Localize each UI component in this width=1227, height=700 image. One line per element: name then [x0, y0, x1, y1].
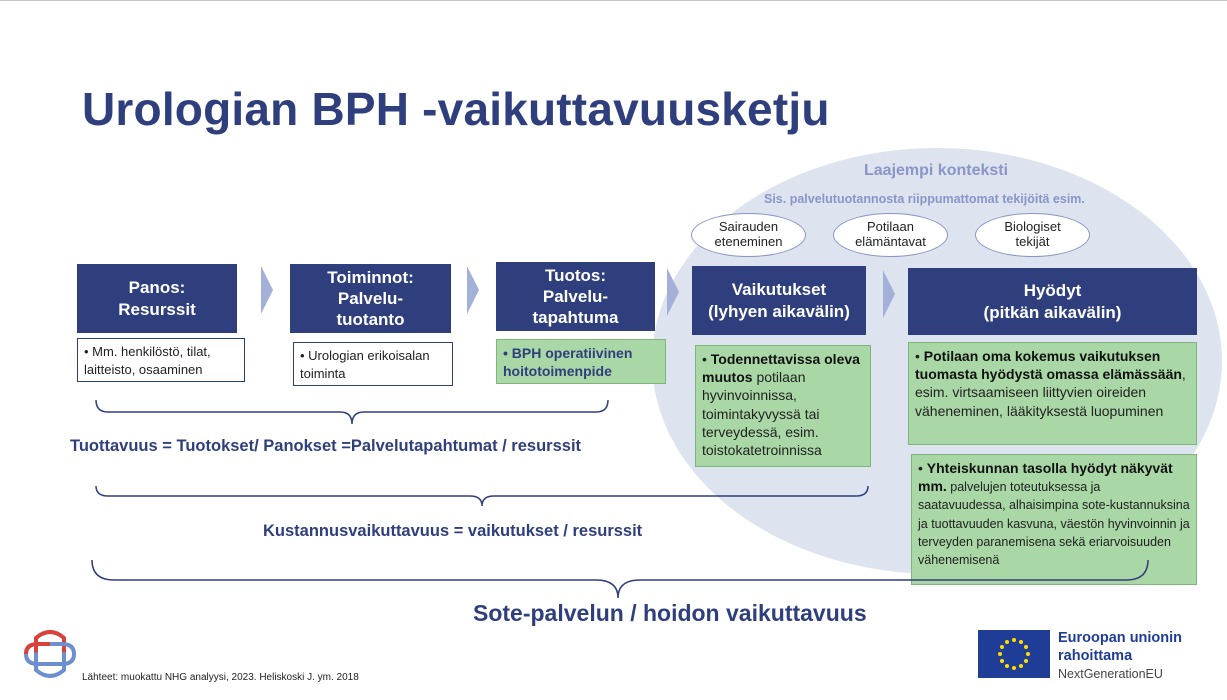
detail-activities	[293, 342, 453, 386]
context-subtitle: Sis. palvelutuotannosta riippumattomat tekijöitä esim.	[764, 192, 1085, 206]
page-title: Urologian BPH -vaikuttavuusketju	[82, 83, 830, 135]
detail-output-text: BPH operatiivinen hoitotoimenpide	[503, 345, 633, 380]
chevron-arrow-icon	[883, 270, 895, 318]
step-header-activities: Toiminnot: Palvelu- tuotanto	[290, 264, 451, 333]
bullet-icon: •	[702, 351, 711, 367]
bullet-icon: •	[503, 345, 512, 361]
brace-productivity	[94, 398, 610, 428]
pill-patient-lifestyle: Potilaan elämäntavat	[833, 213, 948, 257]
eu-nextgeneration: NextGenerationEU	[1058, 667, 1163, 681]
chevron-arrow-icon	[667, 268, 679, 316]
detail-activities-text: Urologian erikoisalan toiminta	[300, 348, 430, 381]
top-divider	[0, 0, 1227, 1]
bullet-icon: •	[84, 344, 93, 359]
detail-benefits	[908, 342, 1197, 445]
eu-funding-text	[1058, 629, 1182, 665]
pill-disease-progression: Sairauden eteneminen	[691, 213, 806, 257]
step-header-input: Panos: Resurssit	[77, 264, 237, 333]
detail-input-text: Mm. henkilöstö, tilat, laitteisto, osaaminen	[84, 344, 211, 377]
chevron-arrow-icon	[467, 266, 479, 314]
organization-logo-icon	[22, 626, 78, 682]
detail-society-text: palvelujen toteutuksessa ja saatavuudessa, alhaisimpina sote-kustannuksina ja tuottavuuden kasvuna, väestön hyvinvoinnin ja terveyden paranemisena sekä eriarvoisuuden vähenemisenä	[918, 480, 1190, 568]
detail-input	[77, 338, 245, 382]
formula-overall: Sote-palvelun / hoidon vaikuttavuus	[473, 600, 867, 626]
eu-line2: rahoittama	[1058, 648, 1133, 665]
detail-society-bold: Yhteiskunnan tasolla hyödyt näkyvät mm.	[918, 460, 1173, 495]
brace-cost-effectiveness	[94, 484, 870, 510]
detail-output	[496, 339, 666, 384]
eu-flag-icon	[978, 630, 1050, 678]
detail-benefits-text: , esim. virtsaamiseen liittyvien oireiden väheneminen, lääkityksestä luopuminen	[915, 366, 1186, 419]
eu-line1: Euroopan unionin	[1058, 630, 1183, 646]
detail-outcomes-text: potilaan hyvinvoinnissa, toimintakyvyssä tai terveydessä, esim. toistokatetroinnissa	[702, 369, 822, 458]
source-note: Lähteet: muokattu NHG analyysi, 2023. Heliskoski J. ym. 2018	[82, 672, 359, 683]
bullet-icon: •	[300, 348, 309, 363]
formula-cost-effectiveness: Kustannusvaikuttavuus = vaikutukset / resurssit	[263, 522, 643, 540]
detail-benefits-bold: Potilaan oma kokemus vaikutuksen tuomasta hyödystä omassa elämässään	[915, 348, 1182, 383]
detail-outcomes	[695, 345, 871, 467]
pill-biological-factors: Biologiset tekijät	[975, 213, 1090, 257]
context-title: Laajempi konteksti	[864, 162, 1009, 179]
step-header-outcomes: Vaikutukset (lyhyen aikavälin)	[692, 266, 866, 335]
bullet-icon: •	[915, 348, 924, 364]
brace-overall	[90, 558, 1150, 602]
step-header-benefits: Hyödyt (pitkän aikavälin)	[908, 268, 1197, 335]
step-header-output: Tuotos: Palvelu- tapahtuma	[496, 262, 655, 331]
chevron-arrow-icon	[261, 266, 273, 314]
bullet-icon: •	[918, 460, 927, 476]
formula-productivity: Tuottavuus = Tuotokset/ Panokset =Palvelutapahtumat / resurssit	[70, 437, 582, 455]
detail-outcomes-bold: Todennettavissa oleva muutos	[702, 351, 860, 386]
